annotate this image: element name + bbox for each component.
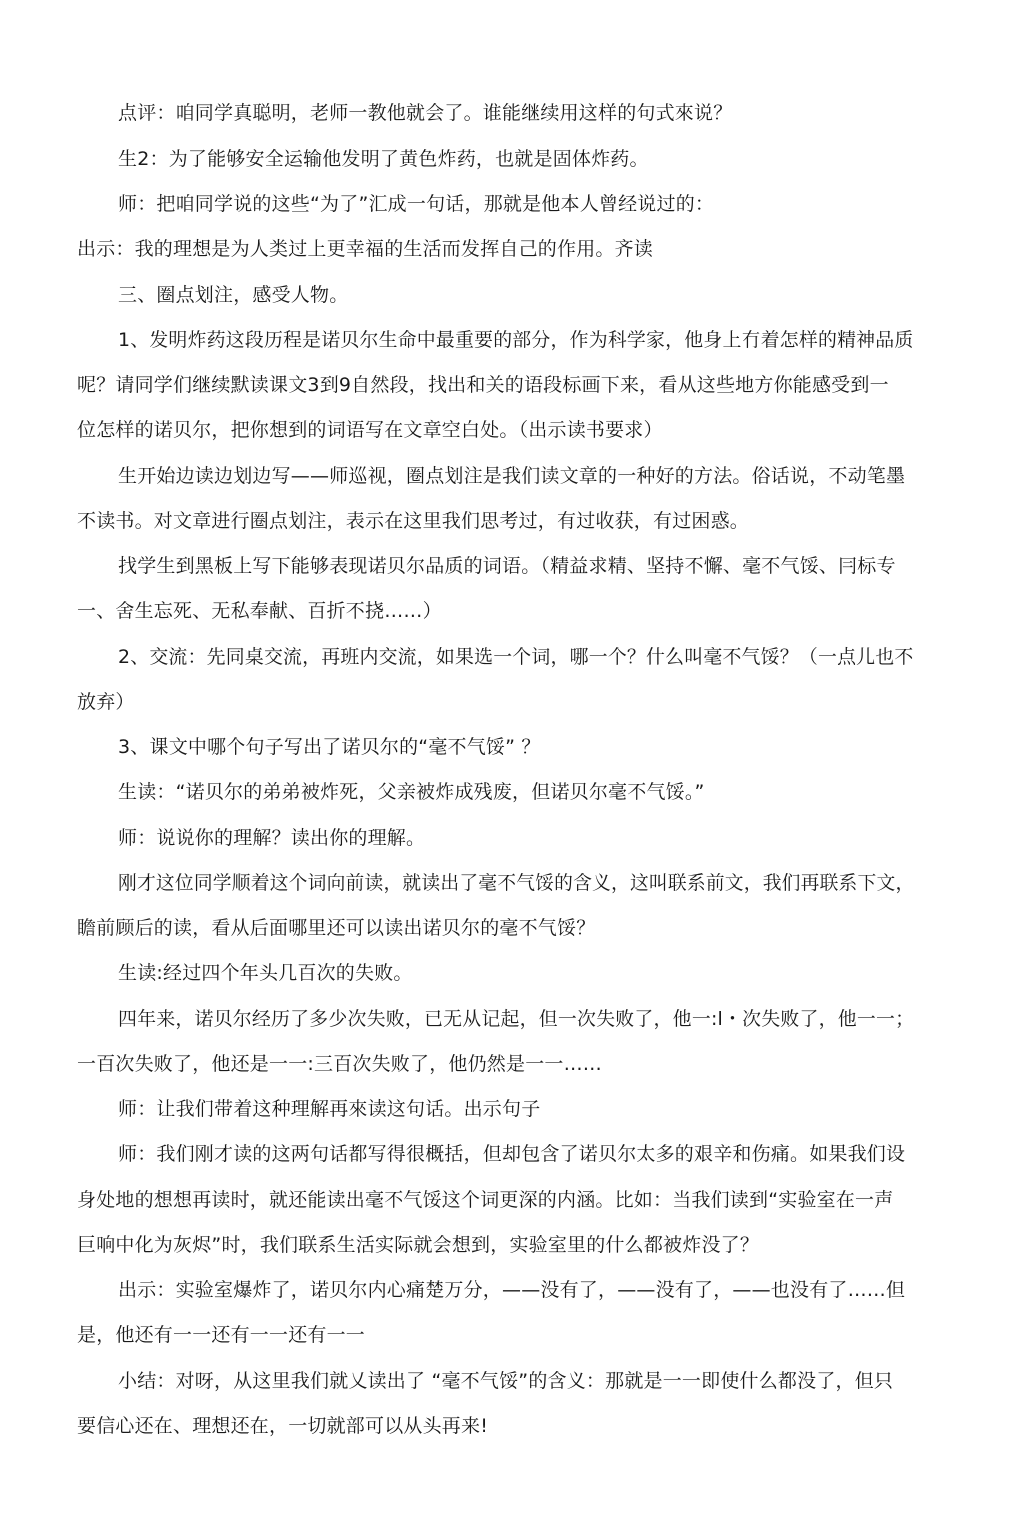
text-line: 小结：对呀，从这里我们就乂读出了 “毫不气馁”的含义：那就是一一即使什么都没了，但只 — [118, 1370, 894, 1392]
text-line: 找学生到黑板上写下能够表现诺贝尔品质的词语。（精益求精、坚持不懈、毫不气馁、冃标专 — [118, 555, 896, 577]
text-line: 要信心还在、理想还在，一切就部可以从头再来! — [77, 1415, 489, 1437]
text-line: 师：我们刚才读的这两句话都写得很概括，但却包含了诺贝尔太多的艰辛和伤痛。如果我们设 — [118, 1143, 906, 1165]
text-line: 出示：我的理想是为人类过上更幸福的生活而发挥自己的作用。齐读 — [77, 238, 654, 260]
text-line: 师：把咱同学说的这些“为了”汇成一句话，那就是他本人曾经说过的： — [118, 193, 715, 215]
text-line: 位怎样的诺贝尔，把你想到的词语写在文章空白处。（出示读书要求） — [77, 419, 663, 441]
text-line: 是，他还有一一还有一一还有一一 — [77, 1324, 366, 1346]
text-line: 3、课文中哪个句子写出了诺贝尔的“毫不气馁” ？ — [118, 736, 541, 758]
text-line: 师：说说你的理解？读出你的理解。 — [118, 827, 426, 849]
text-line: 瞻前顾后的读，看从后面哪里还可以读出诺贝尔的毫不气馁？ — [77, 917, 596, 939]
text-line: 巨响中化为灰烬”时，我们联系生活实际就会想到，实验室里的什么都被炸没了？ — [77, 1234, 760, 1256]
section-heading: 三、圈点划注，感受人物。 — [118, 284, 349, 306]
text-line: 出示：实验室爆炸了，诺贝尔内心痛楚万分，——没有了，——没有了，——也没有了……但 — [118, 1279, 906, 1301]
text-line: 生读：“诺贝尔的弟弟被炸死，父亲被炸成残废，但诺贝尔毫不气馁。” — [118, 781, 705, 803]
text-line: 刚才这位同学顺着这个词向前读，就读出了毫不气馁的含义，这叫联系前文，我们再联系下文， — [118, 872, 915, 894]
text-line: 点评：咱同学真聪明，老师一教他就会了。谁能继续用这样的句式來说？ — [118, 102, 733, 124]
text-line: 四年来，诺贝尔经历了多少次失败，已无从记起，但一次失败了，他一:l・次失败了，他一一； — [118, 1008, 915, 1030]
text-line: 2、交流：先同桌交流，再班内交流，如果选一个词，哪一个？什么叫毫不气馁？（一点儿也不 — [118, 646, 914, 668]
text-line: 师：让我们带着这种理解再來读这句话。出示句子 — [118, 1098, 541, 1120]
text-line: 一、舍生忘死、无私奉献、百折不挠……） — [77, 600, 442, 622]
text-line: 1、发明炸药这段历程是诺贝尔生命中最重要的部分，作为科学家，他身上冇着怎样的精神品质 — [118, 329, 914, 351]
text-line: 呢？请同学们继续默读课文3到9自然段，找出和关的语段标画下来，看从这些地方你能感受到一 — [77, 374, 889, 396]
text-line: 不读书。对文章进行圈点划注，表示在这里我们思考过，有过收获，有过困惑。 — [77, 510, 750, 532]
text-line: 放弃） — [77, 691, 135, 713]
text-line: 生2：为了能够安全运输他发明了黄色炸药，也就是固体炸药。 — [118, 148, 649, 170]
text-line: 生开始边读边划边写——师巡视，圈点划注是我们读文章的一种好的方法。俗话说，不动笔墨 — [118, 465, 906, 487]
text-line: 身处地的想想再读时，就还能读出毫不气馁这个词更深的内涵。比如：当我们读到“实验室在一声 — [77, 1189, 894, 1211]
text-line: 一百次失败了，他还是一一:三百次失败了，他仍然是一一…… — [77, 1053, 603, 1075]
text-line: 生读:经过四个年头几百次的失败。 — [118, 962, 413, 984]
